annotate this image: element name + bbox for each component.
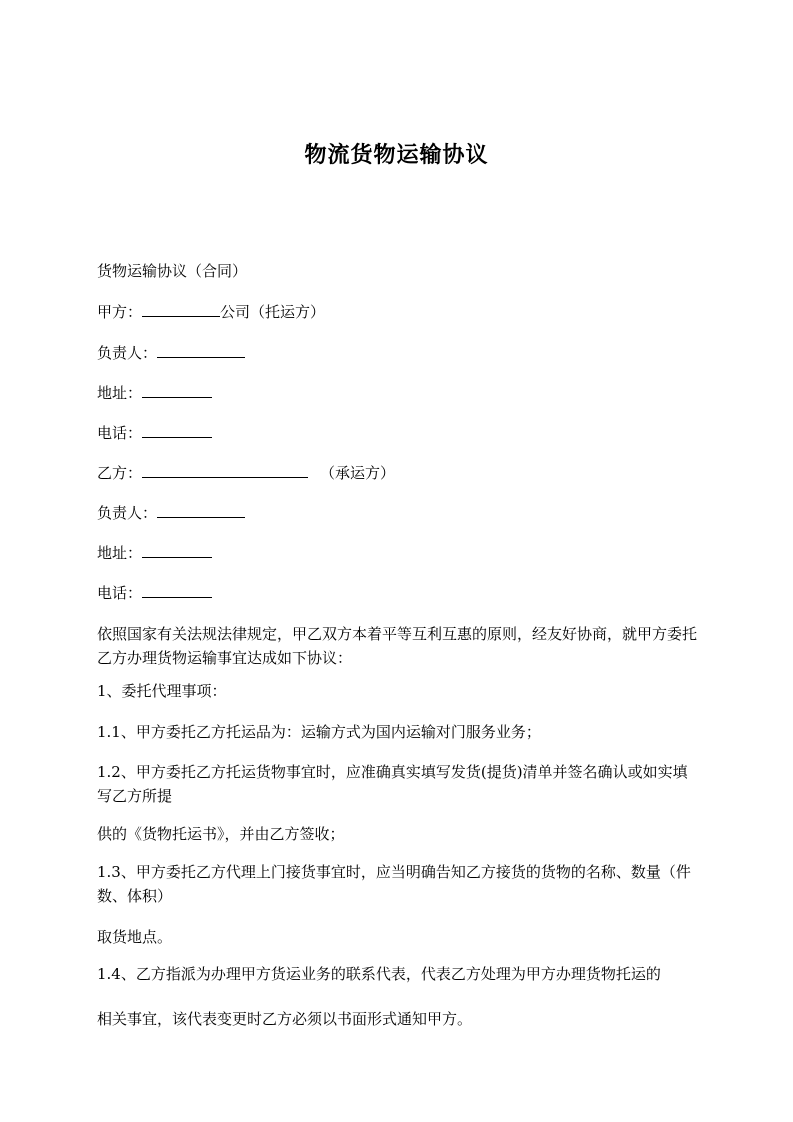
document-title: 物流货物运输协议	[304, 143, 489, 168]
phone-a-label: 电话：	[97, 424, 143, 442]
person-a-line	[97, 341, 697, 365]
party-b-blank	[142, 463, 308, 478]
party-a-line	[97, 300, 697, 324]
phone-a-line	[97, 421, 697, 445]
clause-1-4: 1.4、乙方指派为办理甲方货运业务的联系代表，代表乙方处理为甲方办理货物托运的	[97, 965, 661, 983]
party-a-blank	[142, 302, 220, 317]
intro-paragraph: 依照国家有关法规法律规定，甲乙双方本着平等互利互惠的原则，经友好协商，就甲方委托乙方办理货物运输事宜达成如下协议：	[97, 625, 698, 667]
phone-a-blank	[142, 423, 212, 438]
phone-b-blank	[142, 583, 212, 598]
phone-b-line	[97, 581, 697, 605]
party-b-label: 乙方：	[97, 464, 143, 482]
section-1-heading: 1、委托代理事项：	[97, 682, 227, 700]
person-b-label: 负责人：	[97, 504, 158, 522]
party-a-suffix: 公司（托运方）	[220, 303, 326, 321]
address-b-line	[97, 541, 697, 565]
clause-1-3-continued: 取货地点。	[97, 928, 173, 946]
person-a-label: 负责人：	[97, 344, 158, 362]
party-b-line	[97, 461, 697, 485]
clause-1-2: 1.2、甲方委托乙方托运货物事宜时，应准确真实填写发货(提货)清单并签名确认或如实填写乙方所提	[97, 763, 688, 805]
person-a-blank	[157, 343, 245, 358]
clause-1-1: 1.1、甲方委托乙方托运品为：运输方式为国内运输对门服务业务；	[97, 723, 541, 741]
address-a-line	[97, 381, 697, 405]
person-b-line	[97, 501, 697, 525]
clause-1-4-continued: 相关事宜，该代表变更时乙方必须以书面形式通知甲方。	[97, 1010, 473, 1028]
phone-b-label: 电话：	[97, 584, 143, 602]
party-a-label: 甲方：	[97, 303, 143, 321]
address-b-blank	[142, 543, 212, 558]
clause-1-2-continued: 供的《货物托运书》，并由乙方签收；	[97, 825, 345, 843]
address-b-label: 地址：	[97, 544, 143, 562]
party-b-suffix: （承运方）	[320, 464, 396, 482]
contract-heading: 货物运输协议（合同）	[97, 262, 248, 280]
address-a-blank	[142, 383, 212, 398]
address-a-label: 地址：	[97, 384, 143, 402]
person-b-blank	[157, 503, 245, 518]
clause-1-3: 1.3、甲方委托乙方代理上门接货事宜时，应当明确告知乙方接货的货物的名称、数量（件数、体积）	[97, 863, 691, 905]
